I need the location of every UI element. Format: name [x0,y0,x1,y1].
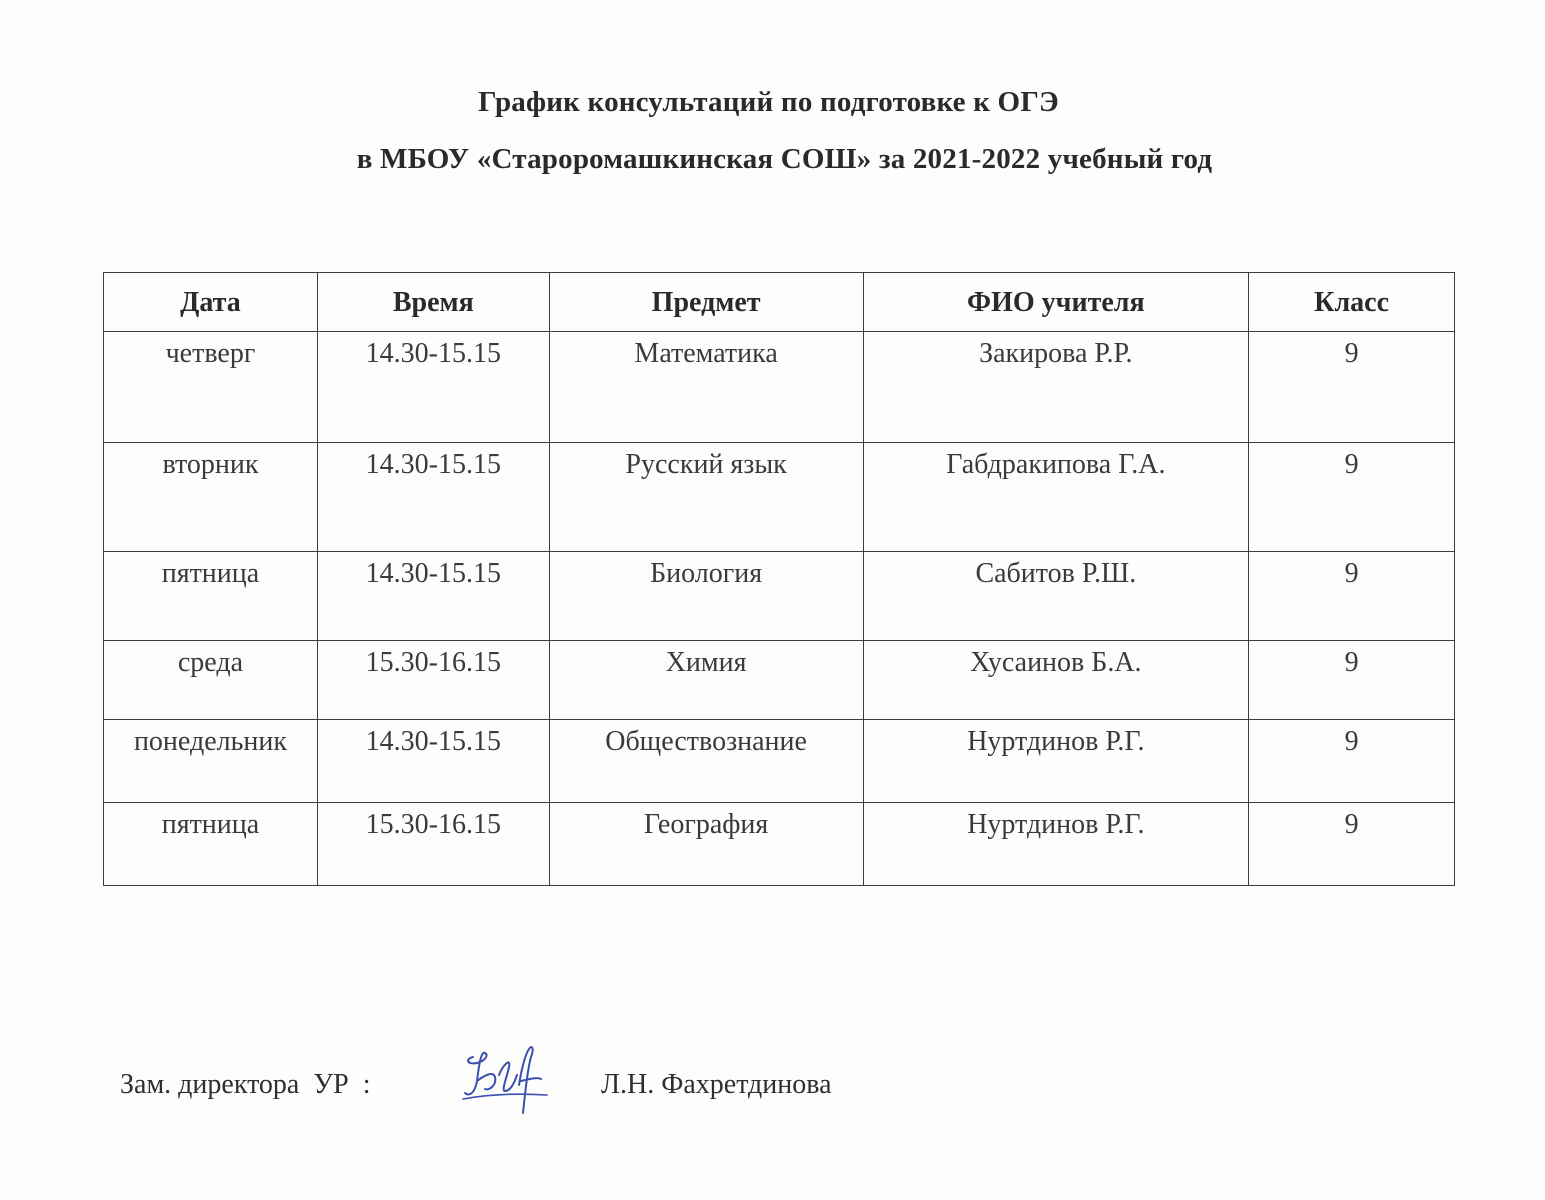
cell-time: 15.30-16.15 [317,641,549,720]
cell-subject: География [549,803,863,886]
column-header-date: Дата [104,273,318,332]
cell-grade: 9 [1249,552,1455,641]
cell-teacher: Габдракипова Г.А. [863,443,1249,552]
signature-mark [455,1035,555,1120]
cell-date: вторник [104,443,318,552]
table-row [104,552,1455,641]
cell-subject: Русский язык [549,443,863,552]
signer-name: Л.Н. Фахретдинова [601,1069,832,1100]
cell-subject: Химия [549,641,863,720]
column-header-time: Время [317,273,549,332]
cell-grade: 9 [1249,332,1455,443]
table-header-row [104,273,1455,332]
cell-grade: 9 [1249,641,1455,720]
cell-date: четверг [104,332,318,443]
cell-teacher: Хусаинов Б.А. [863,641,1249,720]
cell-date: пятница [104,552,318,641]
cell-subject: Биология [549,552,863,641]
column-header-teacher: ФИО учителя [863,273,1249,332]
cell-time: 15.30-16.15 [317,803,549,886]
table-row [104,443,1455,552]
table-row [104,720,1455,803]
cell-teacher: Закирова Р.Р. [863,332,1249,443]
position-label: Зам. директора УР : [120,1069,371,1100]
table-row [104,803,1455,886]
cell-time: 14.30-15.15 [317,720,549,803]
cell-teacher: Нуртдинов Р.Г. [863,803,1249,886]
table-row [104,641,1455,720]
cell-grade: 9 [1249,803,1455,886]
cell-subject: Обществознание [549,720,863,803]
table-row [104,332,1455,443]
cell-date: пятница [104,803,318,886]
document-subtitle: в МБОУ «Староромашкинская СОШ» за 2021-2022 учебный год [356,143,1213,175]
cell-date: среда [104,641,318,720]
column-header-grade: Класс [1249,273,1455,332]
cell-teacher: Сабитов Р.Ш. [863,552,1249,641]
schedule-table [103,272,1455,886]
cell-grade: 9 [1249,443,1455,552]
cell-time: 14.30-15.15 [317,332,549,443]
cell-time: 14.30-15.15 [317,443,549,552]
cell-teacher: Нуртдинов Р.Г. [863,720,1249,803]
cell-subject: Математика [549,332,863,443]
cell-grade: 9 [1249,720,1455,803]
cell-date: понедельник [104,720,318,803]
document-title: График консультаций по подготовке к ОГЭ [478,86,1059,118]
column-header-subject: Предмет [549,273,863,332]
cell-time: 14.30-15.15 [317,552,549,641]
